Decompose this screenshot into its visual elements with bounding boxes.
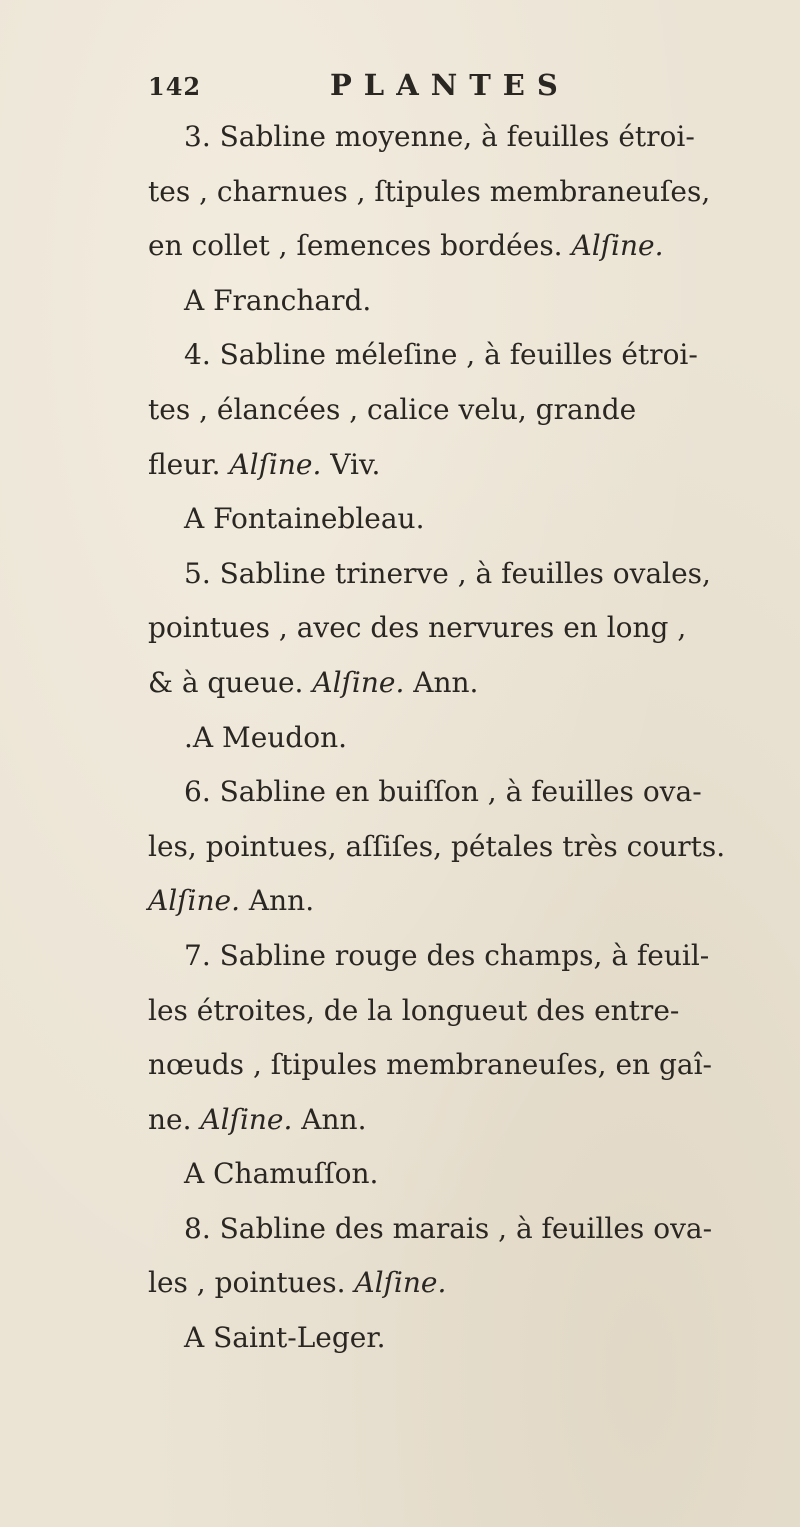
latin-name: Alſine. <box>354 1266 447 1300</box>
text-line-content <box>148 830 725 863</box>
text-segment: 6. Sabline en buiſſon , à feuilles ova- <box>184 775 702 809</box>
text-line-content <box>148 448 380 481</box>
latin-name: Alſine. <box>200 1102 293 1136</box>
text-line-content <box>148 1103 367 1136</box>
text-line-content <box>148 120 695 153</box>
text-line <box>148 110 695 165</box>
text-segment: tes , élancées , calice velu, grande <box>148 392 637 426</box>
page-header <box>148 68 628 108</box>
text-segment: nœuds , ſtipules membraneuſes, en gaî- <box>148 1048 713 1082</box>
text-line <box>148 328 698 383</box>
text-line-content <box>148 284 371 317</box>
text-line-content <box>148 1157 378 1190</box>
text-segment: fleur. <box>148 447 230 481</box>
text-line <box>148 984 680 1039</box>
text-segment: les , pointues. <box>148 1266 355 1300</box>
text-segment: 8. Sabline des marais , à feuilles ova- <box>184 1211 713 1245</box>
text-segment: ne. <box>148 1102 201 1136</box>
text-segment: en collet , ſemences bordées. <box>148 229 572 263</box>
text-segment: A Franchard. <box>184 283 372 317</box>
text-line-content <box>148 775 702 808</box>
text-line-content <box>148 502 425 535</box>
text-line-content <box>148 229 664 262</box>
text-line-content <box>148 611 686 644</box>
text-segment: .A Meudon. <box>184 720 348 754</box>
text-line <box>148 165 711 220</box>
text-line <box>148 219 664 274</box>
text-segment: A Fontainebleau. <box>184 502 425 536</box>
text-line <box>148 874 628 929</box>
text-line <box>148 547 711 602</box>
text-line-content <box>148 393 636 426</box>
text-segment: Ann. <box>292 1102 367 1136</box>
text-line <box>148 1093 628 1148</box>
text-segment: les, pointues, aſſiſes, pétales très courts. <box>148 829 726 863</box>
text-segment: Ann. <box>404 665 479 699</box>
text-line <box>148 1147 628 1202</box>
text-line-content <box>148 1266 446 1299</box>
text-line <box>148 383 637 438</box>
running-head: PLANTES <box>330 68 570 102</box>
text-segment: 7. Sabline rouge des champs, à feuil- <box>184 938 710 972</box>
text-segment: A Saint-Leger. <box>184 1321 386 1355</box>
text-line <box>148 820 726 875</box>
latin-name: Alſine. <box>148 884 240 918</box>
text-line <box>148 438 628 493</box>
text-segment: A Chamuſſon. <box>184 1157 379 1191</box>
text-segment: pointues , avec des nervures en long , <box>148 611 687 645</box>
latin-name: Alſine. <box>312 665 405 699</box>
text-line-content <box>148 175 710 208</box>
text-line <box>148 656 628 711</box>
text-segment: & à queue. <box>148 665 313 699</box>
text-line <box>148 929 710 984</box>
text-line-content <box>148 1321 386 1354</box>
text-line-content <box>148 1212 712 1245</box>
text-line-content <box>148 338 698 371</box>
text-line-content <box>148 557 711 590</box>
text-line <box>148 765 702 820</box>
text-line-content <box>148 666 478 699</box>
text-line-content <box>148 939 709 972</box>
text-line-content <box>148 1048 712 1081</box>
text-line <box>148 1256 628 1311</box>
text-line <box>148 274 628 329</box>
text-segment: Ann. <box>240 884 315 918</box>
text-segment: tes , charnues , ſtipules membraneuſes, <box>148 174 711 208</box>
text-segment: 3. Sabline moyenne, à feuilles étroi- <box>184 120 695 153</box>
text-line <box>148 1038 713 1093</box>
text-line-content <box>148 994 679 1027</box>
text-segment: les étroites, de la longueut des entre- <box>148 993 680 1027</box>
text-line-content <box>148 721 347 754</box>
latin-name: Alſine. <box>229 447 322 481</box>
text-line <box>148 711 628 766</box>
text-line-content <box>148 884 314 917</box>
text-line <box>148 492 628 547</box>
text-line <box>148 601 687 656</box>
text-segment: 4. Sabline méleſine , à feuilles étroi- <box>184 338 698 372</box>
text-line <box>148 1311 628 1366</box>
page-number: 142 <box>148 72 202 101</box>
latin-name: Alſine. <box>571 229 664 263</box>
text-segment: Viv. <box>321 447 381 481</box>
body-text <box>148 110 726 1366</box>
text-line <box>148 1202 713 1257</box>
text-segment: 5. Sabline trinerve , à feuilles ovales, <box>184 556 711 590</box>
